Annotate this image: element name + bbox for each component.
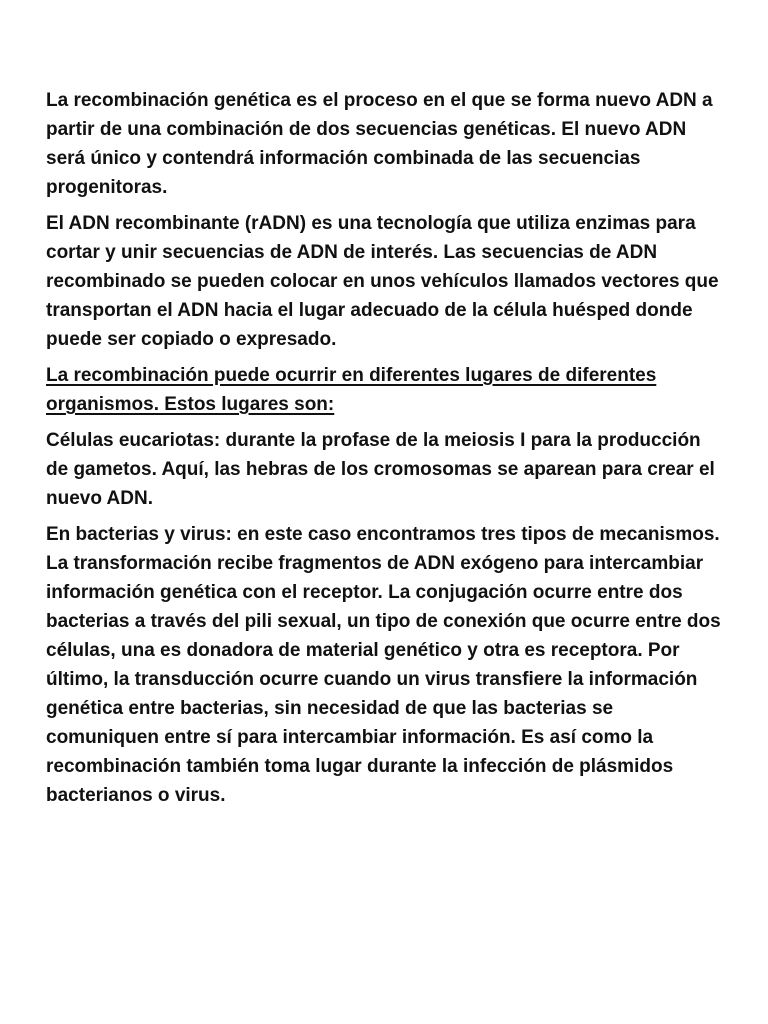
paragraph-definition: La recombinación genética es el proceso en el que se forma nuevo ADN a partir de una combinación de dos secuencias genéticas. El nuevo ADN será único y contendrá información combinada de las secuencias progenitoras.: [46, 90, 713, 198]
paragraph-locations-heading: La recombinación puede ocurrir en diferentes lugares de diferentes organismos. Estos lugares son:: [46, 365, 657, 415]
paragraph-bacteria-virus: En bacterias y virus: en este caso encontramos tres tipos de mecanismos. La transformación recibe fragmentos de ADN exógeno para intercambiar información genética con el receptor. La conjugación ocurre entre dos bacterias a través del pili sexual, un tipo de conexión que ocurre entre dos células, una es donadora de material genético y otra es receptora. Por último, la transducción ocurre cuando un virus transfiere la información genética entre bacterias, sin necesidad de que las bacterias se comuniquen entre sí para intercambiar información. Es así como la recombinación también toma lugar durante la infección de plásmidos bacterianos o virus.: [46, 524, 721, 806]
paragraph-radn: El ADN recombinante (rADN) es una tecnología que utiliza enzimas para cortar y unir secuencias de ADN de interés. Las secuencias de ADN recombinado se pueden colocar en unos vehículos llamados vectores que transportan el ADN hacia el lugar adecuado de la célula huésped donde puede ser copiado o expresado.: [46, 213, 719, 350]
paragraph-eukaryotic-cells: Células eucariotas: durante la profase de la meiosis I para la producción de gametos. Aquí, las hebras de los cromosomas se aparean para crear el nuevo ADN.: [46, 430, 715, 509]
document-body: [46, 86, 726, 817]
